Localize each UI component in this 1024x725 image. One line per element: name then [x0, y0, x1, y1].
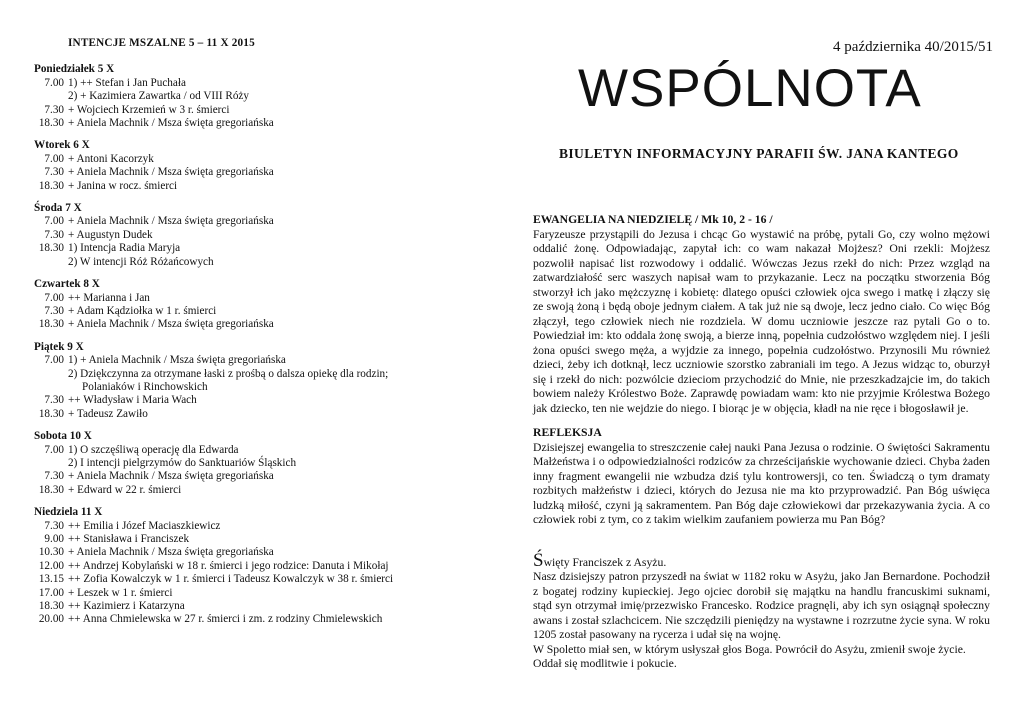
day-block: [30, 506, 470, 627]
intention-text: ++ Marianna i Jan: [68, 291, 150, 304]
intention-entry: [30, 546, 470, 559]
mass-time: 9.00: [44, 533, 64, 545]
intention-entry: [30, 533, 470, 546]
intention-entry: [30, 305, 470, 318]
reflection-heading: REFLEKSJA: [533, 426, 602, 439]
saint-initial: Ś: [533, 549, 544, 571]
intention-entry: [30, 381, 470, 394]
intention-text: 1) Intencja Radia Maryja: [68, 242, 181, 255]
gospel-heading: EWANGELIA NA NIEDZIELĘ / Mk 10, 2 - 16 /: [533, 213, 773, 226]
mass-time: 13.15: [38, 573, 64, 586]
intention-text: + Aniela Machnik / Msza święta gregoriańska: [68, 166, 274, 179]
mass-time: 18.30: [38, 318, 64, 331]
mass-time: 7.30: [44, 304, 64, 317]
intention-entry: [30, 256, 470, 269]
mass-time: 18.30: [38, 483, 64, 496]
intention-text: + Augustyn Dudek: [68, 228, 153, 241]
mass-time: 7.30: [44, 103, 64, 116]
intention-text: 1) O szczęśliwą operację dla Edwarda: [68, 443, 239, 456]
intention-entry: [30, 153, 470, 166]
intention-entry: [30, 444, 470, 457]
intention-entry: [30, 613, 470, 626]
mass-time: 7.00: [44, 152, 64, 165]
mass-time: 7.30: [44, 228, 64, 241]
day-name: Czwartek 8 X: [34, 278, 100, 291]
intention-text: + Janina w rocz. śmierci: [68, 179, 178, 192]
intention-text: ++ Władysław i Maria Wach: [68, 394, 197, 407]
mass-time: 18.30: [38, 179, 64, 192]
intention-text: + Aniela Machnik / Msza święta gregoriańska: [68, 546, 274, 559]
mass-time: 7.30: [44, 394, 64, 407]
bulletin-subtitle: BIULETYN INFORMACYJNY PARAFII ŚW. JANA KANTEGO: [559, 146, 959, 161]
intention-entry: [30, 180, 470, 193]
day-name: Poniedziałek 5 X: [34, 63, 115, 76]
intention-entry: [30, 457, 470, 470]
intention-entry: [30, 104, 470, 117]
intention-entry: [30, 229, 470, 242]
day-block: [30, 430, 470, 497]
mass-time: 7.00: [44, 291, 64, 304]
intention-entry: [30, 484, 470, 497]
intention-text: ++ Emilia i Józef Maciaszkiewicz: [68, 519, 221, 532]
mass-time: 7.30: [44, 166, 64, 179]
intention-entry: [30, 587, 470, 600]
day-block: [30, 202, 470, 269]
intention-text: + Wojciech Krzemień w 3 r. śmierci: [68, 103, 230, 116]
intention-entry: [30, 166, 470, 179]
intention-text: 2) I intencji pielgrzymów do Sanktuariów Śląskich: [68, 456, 297, 469]
day-block: [30, 341, 470, 421]
intention-entry: [30, 560, 470, 573]
intention-entry: [30, 573, 470, 586]
mass-time: 12.00: [38, 559, 64, 572]
intention-entry: [30, 354, 470, 367]
intention-text: 2) Dziękczynna za otrzymane łaski z prośbą o dalsza opiekę dla rodzin;: [68, 367, 389, 380]
day-name: Środa 7 X: [34, 202, 82, 215]
intention-text: ++ Andrzej Kobylański w 18 r. śmierci i jego rodzice: Danuta i Mikołaj: [68, 559, 389, 572]
intention-text: 1) ++ Stefan i Jan Puchała: [68, 76, 186, 89]
day-block: [30, 278, 470, 332]
gospel-text: Faryzeusze przystąpili do Jezusa i chcąc Go wystawić na próbę, pytali Go, czy wolno mężowi oddalić żonę. Odpowiadając, zapytał ich: co wam nakazał Mojżesz? Oni rzekli: Mojżesz pozwolił napisać list rozwodowy i oddalić. Wówczas Jezus rzekł do nich: Przez wzgląd na zatwardziałość serc waszych napisał wam to przykazanie. Lecz na początku stworzenia Bóg stworzył ich jako mężczyznę i kobietę: dlatego opuści człowiek ojca swego i matkę i złączy się ze swoją żoną i będą oboje jednym ciałem. A tak już nie są dwoje, lecz jedno ciało. Co więc Bóg złączył, tego człowiek niech nie rozdziela. W domu uczniowie jeszcze raz pytali Go o to. Powiedział im: kto oddala żonę swoją, a bierze inną, popełnia cudzołóstwo względem niej. I jeśli żona opuści swego męża, a wyjdzie za innego, popełnia cudzołóstwo. Przynosili Mu również dzieci, żeby ich dotknął, lecz uczniowie szorstko zabraniali im tego. A Jezus widząc to, oburzył się i rzekł do nich: pozwólcie dzieciom przychodzić do Mnie, nie przeszkadzajcie im, do takich bowiem należy Królestwo Boże. Zaprawdę powiadam wam: kto nie przyjmie Królestwa Bożego jak dziecko, ten nie wejdzie do niego. I biorąc je w objęcia, kładł na nie ręce i błogosławił je.: [533, 227, 990, 415]
intention-text: Polaniaków i Rinchowskich: [82, 380, 208, 393]
intention-text: ++ Zofia Kowalczyk w 1 r. śmierci i Tadeusz Kowalczyk w 38 r. śmierci: [68, 573, 394, 586]
mass-time: 18.30: [38, 117, 64, 130]
day-name: Wtorek 6 X: [34, 139, 90, 152]
intention-entry: [30, 90, 470, 103]
intention-text: + Antoni Kacorzyk: [68, 152, 154, 165]
saint-heading: [533, 549, 990, 571]
intention-text: + Adam Kądziołka w 1 r. śmierci: [68, 304, 217, 317]
intention-entry: [30, 292, 470, 305]
mass-time: 7.00: [44, 215, 64, 228]
saint-text: Nasz dzisiejszy patron przyszedł na świat w 1182 roku w Asyżu, jako Jan Bernardone. Pochodził z bogatej rodziny kupieckiej. Jego ojciec dorobił się majątku na handlu francuskimi suknami, stąd syn otrzymał imię/przezwisko Francesko. Rodzice pragnęli, aby ich syn osiągnął społeczny awans i został szlachcicem. Nie szczędzili pieniędzy na wystawne i rozrzutne życie syna. W roku 1205 został pasowany na rycerza i udał się na wojnę.: [533, 570, 990, 641]
intention-entry: [30, 77, 470, 90]
intention-text: 2) + Kazimiera Zawartka / od VIII Róży: [68, 90, 249, 103]
mass-time: 7.30: [44, 519, 64, 532]
day-block: [30, 139, 470, 193]
intention-entry: [30, 394, 470, 407]
mass-time: 7.30: [44, 470, 64, 483]
intention-text: ++ Kazimierz i Katarzyna: [68, 600, 185, 613]
days-list: [30, 63, 470, 626]
intentions-title: INTENCJE MSZALNE 5 – 11 X 2015: [68, 37, 255, 49]
mass-time: 7.00: [44, 443, 64, 456]
intention-text: + Aniela Machnik / Msza święta gregoriańska: [68, 318, 274, 331]
mass-time: 18.30: [38, 407, 64, 420]
intention-text: + Aniela Machnik / Msza święta gregoriańska: [68, 215, 274, 228]
day-name: Piątek 9 X: [34, 340, 84, 353]
saint-heading-text: więty Franciszek z Asyżu.: [543, 555, 667, 569]
mass-time: 18.30: [38, 600, 64, 613]
intention-entry: [30, 470, 470, 483]
intention-text: ++ Stanisława i Franciszek: [68, 533, 190, 545]
articles: [533, 213, 990, 672]
intention-text: + Tadeusz Zawiło: [68, 407, 148, 420]
mass-time: 18.30: [38, 242, 64, 255]
saint-text-2: W Spoletto miał sen, w którym usłyszał głos Boga. Powrócił do Asyżu, zmienił swoje życie. Oddał się modlitwie i pokucie.: [533, 642, 966, 670]
intention-entry: [30, 408, 470, 421]
intention-entry: [30, 242, 470, 255]
mass-time: 17.00: [38, 586, 64, 599]
issue-date: 4 października 40/2015/51: [833, 39, 993, 55]
intention-text: 2) W intencji Róż Różańcowych: [68, 255, 214, 268]
mass-intentions-column: [30, 37, 470, 636]
mass-time: 7.00: [44, 354, 64, 367]
intention-text: + Aniela Machnik / Msza święta gregoriańska: [68, 117, 274, 130]
reflection-text: Dzisiejszej ewangelia to streszczenie całej nauki Pana Jezusa o rodzinie. O świętości Sakramentu Małżeństwa i o odpowiedzialności rodziców za chrześcijańskie wychowanie dzieci. Chyba żaden inny fragment ewangelii nie wzbudza dziś tylu kontrowersji, co ten. Świadczą o tym dramaty rozbitych małżeństw i dzieci, których do Jezusa nie ma kto przyprowadzić. Pan Bóg uświęca ludzką miłość, czyni ją sakramentem. Pan Bóg daje człowiekowi dar przekazywania życia. A co człowiek robi z tym, co z takim wielkim zaufaniem powierza mu Pan Bóg?: [533, 440, 990, 526]
masthead-title: WSPÓLNOTA: [578, 59, 922, 118]
intention-text: 1) + Aniela Machnik / Msza święta gregoriańska: [68, 354, 286, 367]
day-block: [30, 63, 470, 130]
intention-text: ++ Anna Chmielewska w 27 r. śmierci i zm. z rodziny Chmielewskich: [68, 613, 383, 626]
day-name: Niedziela 11 X: [34, 506, 103, 519]
mass-time: 10.30: [38, 546, 64, 559]
intention-entry: [30, 368, 470, 381]
intention-entry: [30, 318, 470, 331]
intention-text: + Aniela Machnik / Msza święta gregoriańska: [68, 470, 274, 483]
mass-time: 20.00: [38, 613, 64, 626]
intention-entry: [30, 520, 470, 533]
intention-text: + Leszek w 1 r. śmierci: [68, 586, 173, 599]
mass-time: 7.00: [44, 76, 64, 89]
intention-text: + Edward w 22 r. śmierci: [68, 483, 182, 496]
intention-entry: [30, 215, 470, 228]
intention-entry: [30, 117, 470, 130]
intention-entry: [30, 600, 470, 613]
day-name: Sobota 10 X: [34, 430, 92, 443]
